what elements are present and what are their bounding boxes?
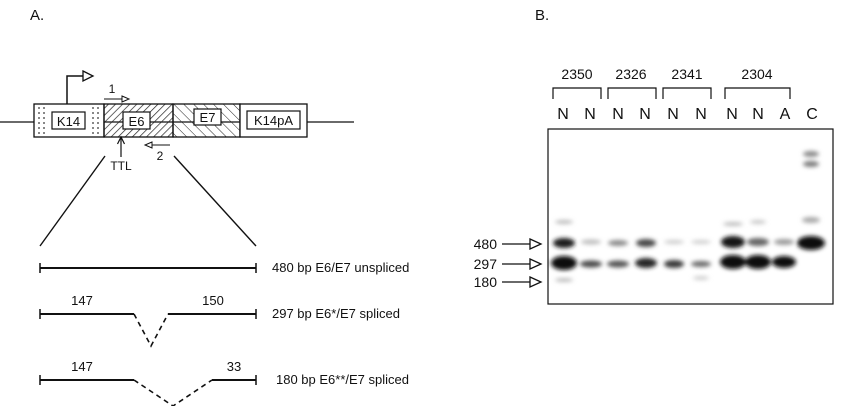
panel-b-label: B.: [535, 7, 550, 24]
group-label-2341: 2341: [671, 66, 703, 82]
transcript-unspliced: [40, 263, 256, 273]
primer-1-arrow-icon: [104, 96, 129, 102]
lane-label-7: N: [726, 106, 738, 123]
primer-2-arrow-icon: [145, 142, 170, 148]
marker-arrow-480-icon: [502, 239, 541, 249]
group-label-2304: 2304: [741, 66, 773, 82]
marker-label-480: 480: [473, 236, 497, 252]
lane-label-9: A: [779, 106, 791, 123]
transcript-2-exon2: 150: [202, 293, 224, 308]
expansion-line-right: [174, 156, 256, 246]
k14-label: K14: [56, 114, 81, 129]
lane-label-6: N: [695, 106, 707, 123]
panel-a-label: A.: [30, 7, 45, 24]
group-label-2350: 2350: [561, 66, 593, 82]
lane-label-control: C: [806, 106, 818, 123]
group-brackets: [553, 88, 790, 99]
transcript-2-exon1: 147: [71, 293, 93, 308]
panel-b: [474, 7, 833, 304]
lane-label-2: N: [584, 106, 596, 123]
transcript-3-exon2: 33: [226, 359, 242, 374]
lane-label-8: N: [752, 106, 764, 123]
marker-label-297: 297: [473, 256, 497, 272]
lane-label-1: N: [557, 106, 569, 123]
transcript-2-desc: 297 bp E6*/E7 spliced: [272, 306, 400, 321]
lane-label-5: N: [667, 106, 679, 123]
ttl-label: TTL: [110, 159, 132, 173]
primer-1-label: 1: [108, 82, 116, 96]
marker-label-180: 180: [473, 274, 497, 290]
lane-label-4: N: [639, 106, 651, 123]
gel-image: [548, 129, 833, 304]
e6-label: E6: [128, 114, 145, 129]
lane-label-3: N: [612, 106, 624, 123]
marker-arrow-180-icon: [502, 277, 541, 287]
panel-a: [0, 7, 409, 406]
transcript-3-desc: 180 bp E6**/E7 spliced: [276, 372, 409, 387]
k14pa-label: K14pA: [253, 113, 294, 128]
ttl-pointer: [118, 137, 125, 157]
transcript-3-exon1: 147: [71, 359, 93, 374]
expansion-line-left: [40, 156, 105, 246]
transcript-1-desc: 480 bp E6/E7 unspliced: [272, 260, 410, 275]
e7-label: E7: [199, 110, 216, 125]
marker-arrow-297-icon: [502, 259, 541, 269]
group-label-2326: 2326: [615, 66, 647, 82]
transcript-e6star: [40, 309, 256, 346]
transcript-e6starstar: [40, 375, 256, 406]
primer-2-label: 2: [156, 149, 164, 163]
